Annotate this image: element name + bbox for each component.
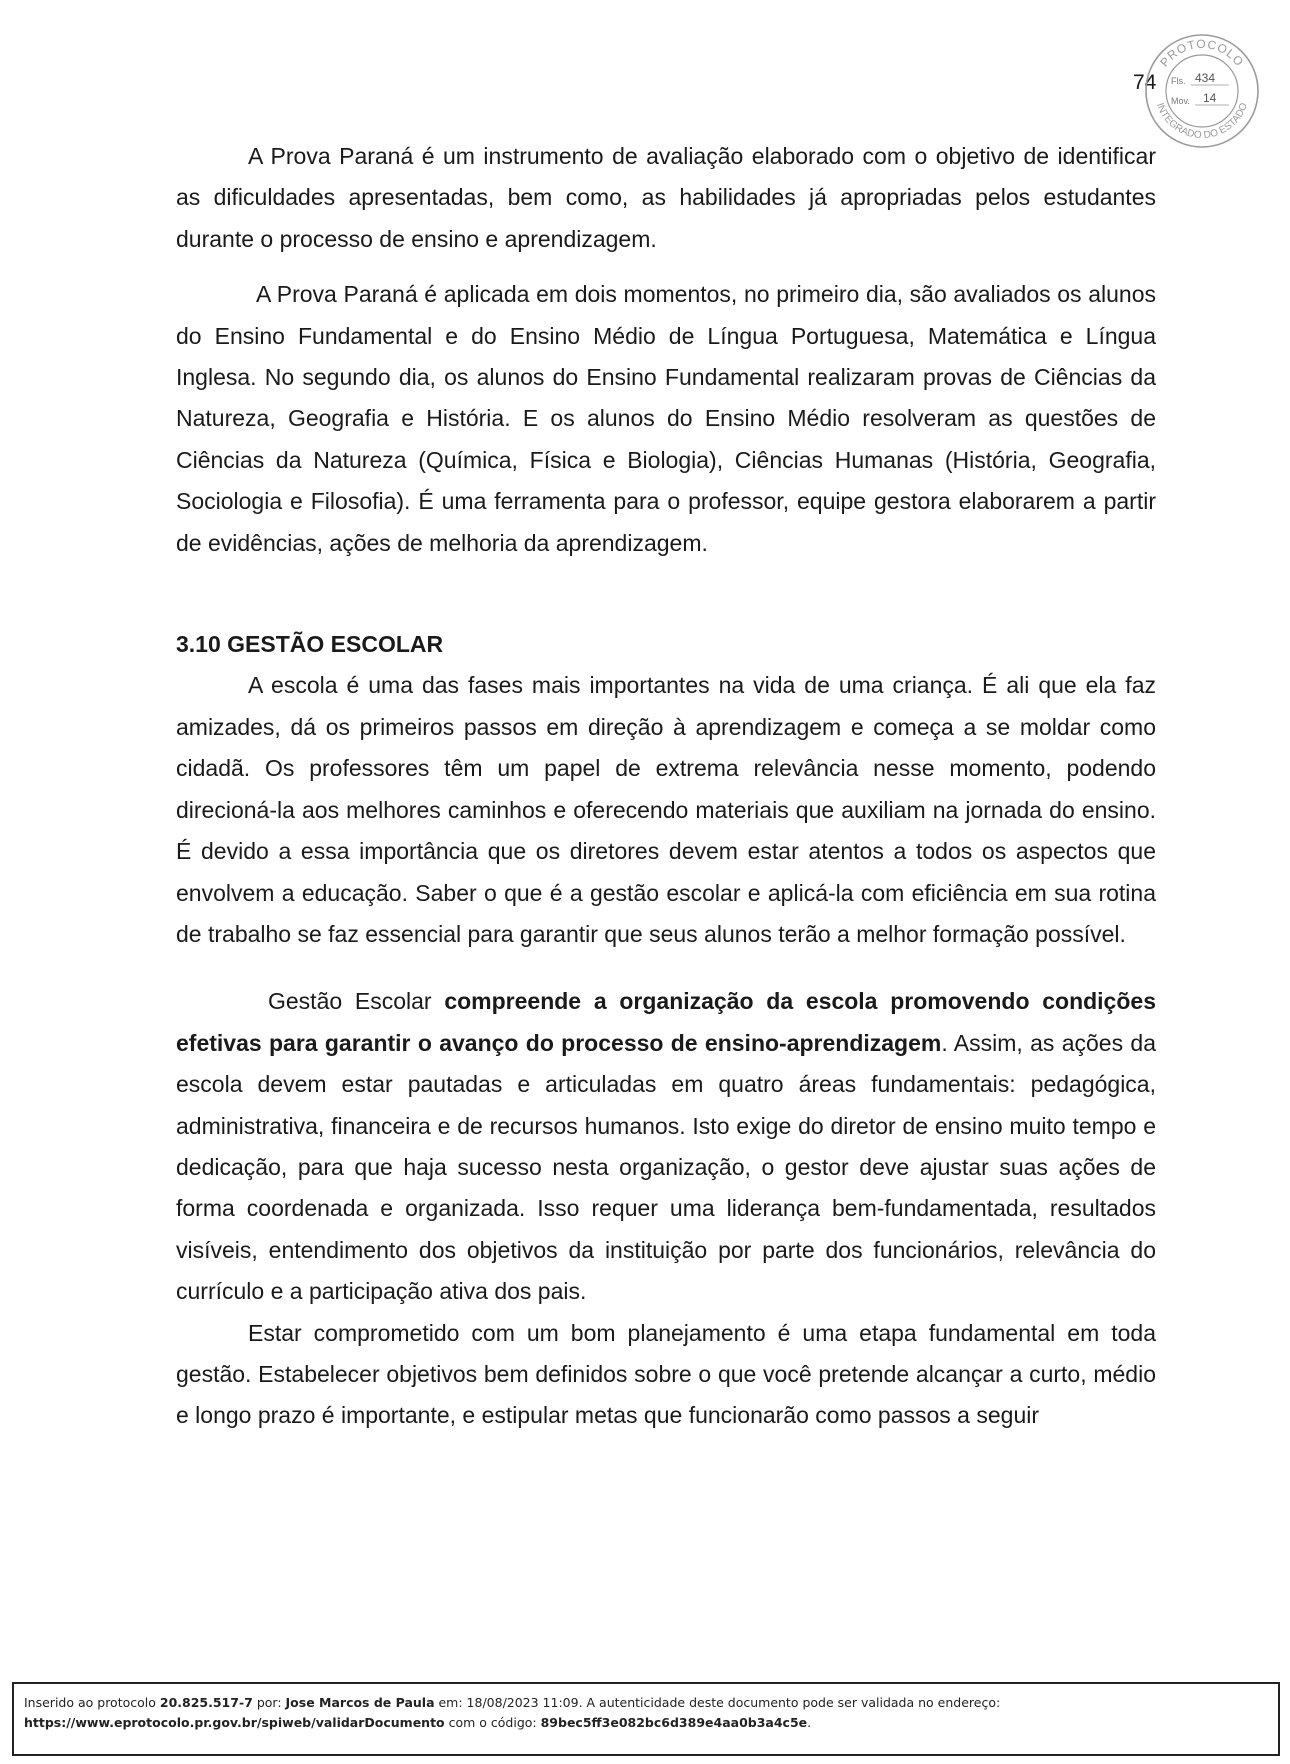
section-heading: 3.10 GESTÃO ESCOLAR — [176, 631, 444, 658]
document-body — [176, 136, 1156, 1437]
page-number: 74 — [1133, 71, 1157, 94]
gestao-rest-text: . Assim, as ações da escola devem estar pautadas e articuladas em quatro áreas fundamentais: pedagógica, administrativa, financeira e de recursos humanos. Isto exige do diretor de ensino muito tempo e dedicação, para que haja sucesso nesta organização, o gestor deve ajustar suas ações de forma coordenada e organizada. Isso requer uma liderança bem-fundamentada, resultados visíveis, entendimento dos objetivos da instituição por parte dos funcionários, relevância do currículo e a participação ativa dos pais. — [176, 1029, 1156, 1305]
paragraph-escola: A escola é uma das fases mais importantes na vida de uma criança. É ali que ela faz amizades, dá os primeiros passos em direção à aprendizagem e começa a se moldar como cidadã. Os professores têm um papel de extrema relevância nesse momento, podendo direcioná-la aos melhores caminhos e oferecendo materiais que auxiliam na jornada do ensino. É devido a essa importância que os diretores devem estar atentos a todos os aspectos que envolvem a educação. Saber o que é a gestão escolar e aplicá-la com eficiência em sua rotina de trabalho se faz essencial para garantir que seus alunos terão a melhor formação possível. — [176, 672, 1156, 947]
paragraph-prova-parana-application: A Prova Paraná é aplicada em dois momentos, no primeiro dia, são avaliados os alunos do Ensino Fundamental e do Ensino Médio de Língua Portuguesa, Matemática e Língua Inglesa. No segundo dia, os alunos do Ensino Fundamental realizaram provas de Ciências da Natureza, Geografia e História. E os alunos do Ensino Médio resolveram as questões de Ciências da Natureza (Química, Física e Biologia), Ciências Humanas (História, Geografia, Sociologia e Filosofia). É uma ferramenta para o professor, equipe gestora elaborarem a partir de evidências, ações de melhoria da aprendizagem. — [176, 281, 1156, 556]
footer-text-2: por: — [252, 1695, 286, 1710]
stamp-bottom-text: INTEGRADO DO ESTADO — [1154, 101, 1251, 142]
paragraph-gestao-escolar — [176, 981, 1156, 1312]
stamp-mov-label: Mov. — [1171, 96, 1190, 106]
footer-text-5: . — [807, 1715, 812, 1730]
stamp-top-text: PROTOCOLO — [1157, 36, 1247, 70]
footer-protocol-number: 20.825.517-7 — [159, 1695, 253, 1710]
footer-user: Jose Marcos de Paula — [285, 1695, 435, 1710]
paragraph-planejamento: Estar comprometido com um bom planejamento é uma etapa fundamental em toda gestão. Estabelecer objetivos bem definidos sobre o que você pretende alcançar a curto, médio e longo prazo é importante, e estipular metas que funcionarão como passos a seguir — [176, 1319, 1156, 1429]
gestao-lead-text: Gestão Escolar — [268, 988, 445, 1015]
footer-text-1: Inserido ao protocolo — [24, 1695, 160, 1710]
protocol-stamp — [1143, 32, 1261, 150]
footer-text-4: com o código: — [444, 1715, 541, 1730]
stamp-fls-label: Fls. — [1171, 76, 1186, 86]
stamp-mov-value: 14 — [1203, 91, 1217, 105]
svg-text:PROTOCOLO — [1157, 37, 1247, 69]
footer-text-3: em: 18/08/2023 11:09. A autenticidade deste documento pode ser validada no endereço: — [434, 1695, 1001, 1710]
footer-validation-link[interactable]: https://www.eprotocolo.pr.gov.br/spiweb/validarDocumento — [24, 1715, 445, 1730]
authentication-footer — [12, 1682, 1280, 1756]
gestao-bold-text: compreende a organização da escola promovendo condições efetivas para garantir o avanço do processo de ensino-aprendizagem — [176, 988, 1156, 1056]
footer-validation-code: 89bec5ff3e082bc6d389e4aa0b3a4c5e — [540, 1715, 808, 1730]
stamp-fls-value: 434 — [1195, 71, 1216, 85]
paragraph-prova-parana-intro: A Prova Paraná é um instrumento de avaliação elaborado com o objetivo de identificar as dificuldades apresentadas, bem como, as habilidades já apropriadas pelos estudantes durante o processo de ensino e aprendizagem. — [176, 143, 1156, 252]
